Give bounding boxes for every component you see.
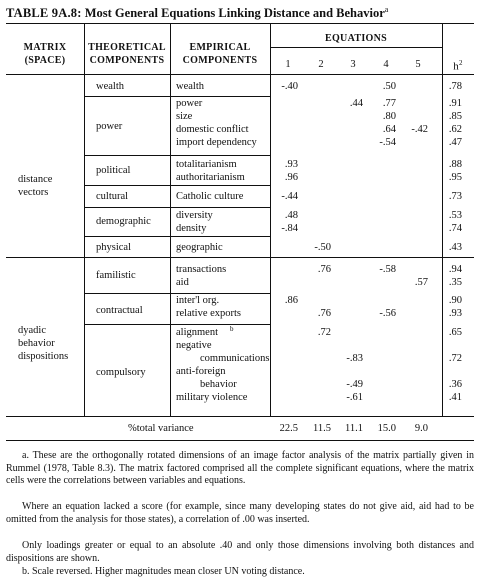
empirical-component: wealth xyxy=(176,81,204,92)
loading-eq-3: -.49 xyxy=(346,379,363,390)
loading-eq-1: .86 xyxy=(284,295,298,306)
empirical-component: negative xyxy=(176,340,212,351)
empirical-component: alignment xyxy=(176,327,218,338)
communality-h2: .43 xyxy=(448,242,462,253)
note-a: a. These are the orthogonally rotated dimensions of an image factor analysis of the matrix partially given in Rummel (1978, Table 8.3). The matrix factored comprised all the complete significant equations, where the matrix cells were the correlations between variables and equations. xyxy=(6,450,474,487)
empirical-component: relative exports xyxy=(176,308,242,319)
total-eq-3: 11.1 xyxy=(345,423,363,434)
communality-h2: .88 xyxy=(448,159,462,170)
section-rule xyxy=(6,257,474,258)
theo-familistic: familistic xyxy=(96,270,136,281)
communality-h2: .73 xyxy=(448,191,462,202)
total-eq-4: 15.0 xyxy=(377,423,396,434)
communality-h2: .95 xyxy=(448,172,462,183)
loading-eq-2: -.50 xyxy=(314,242,331,253)
loading-eq-4: .64 xyxy=(382,124,396,135)
header-rule xyxy=(6,74,474,75)
communality-h2: .41 xyxy=(448,392,462,403)
loading-eq-5: .57 xyxy=(414,277,428,288)
theo-wealth: wealth xyxy=(96,81,124,92)
header-h2-letter: h xyxy=(453,60,459,73)
empirical-component: totalitarianism xyxy=(176,159,237,170)
communality-h2: .35 xyxy=(448,277,462,288)
communality-h2: .85 xyxy=(448,111,462,122)
empirical-component: geographic xyxy=(176,242,223,253)
header-theoretical: THEORETICAL xyxy=(88,42,166,53)
header-eq-1: 1 xyxy=(285,59,291,70)
footnote-mark-wrap xyxy=(230,323,234,340)
top-rule xyxy=(6,23,474,24)
communality-h2: .91 xyxy=(448,98,462,109)
empirical-component: power xyxy=(176,98,203,109)
space-dispositions: dispositions xyxy=(18,351,69,362)
header-theoretical-components: COMPONENTS xyxy=(89,55,165,66)
header-empirical: EMPIRICAL xyxy=(189,42,251,53)
communality-h2: .93 xyxy=(448,308,462,319)
title-footnote-mark: a xyxy=(384,5,389,14)
loading-eq-4: -.58 xyxy=(379,264,396,275)
empirical-component: import dependency xyxy=(176,137,257,148)
table-label: TABLE 9A.8: xyxy=(6,6,82,21)
loading-eq-1: -.40 xyxy=(281,81,298,92)
loading-eq-4: .77 xyxy=(382,98,396,109)
empirical-component: density xyxy=(176,223,207,234)
empirical-component: aid xyxy=(176,277,189,288)
bottom-rule xyxy=(6,440,474,441)
theo-demographic: demographic xyxy=(96,216,151,227)
empirical-component: transactions xyxy=(176,264,227,275)
table-title-text: Most General Equations Linking Distance and Behavior xyxy=(84,6,385,21)
header-eq-2: 2 xyxy=(318,59,324,70)
loading-eq-2: .76 xyxy=(317,264,331,275)
cell-rule xyxy=(84,185,270,186)
empirical-component: diversity xyxy=(176,210,213,221)
note-a-missing: Where an equation lacked a score (for example, since many developing states do not give aid, aid had to be omitted from the analysis for those states), a correlation of .00 was inserted. xyxy=(6,501,474,525)
empirical-component: behavior xyxy=(200,379,237,390)
cell-rule xyxy=(84,155,270,156)
header-h2-sup: 2 xyxy=(459,59,463,67)
cell-rule xyxy=(84,324,270,325)
note-b: b. Scale reversed. Higher magnitudes mean closer UN voting distance. xyxy=(22,566,305,577)
space-dyadic: dyadic xyxy=(18,325,46,336)
empirical-component: domestic conflict xyxy=(176,124,249,135)
communality-h2: .74 xyxy=(448,223,462,234)
table-title xyxy=(6,5,388,21)
total-rule xyxy=(6,416,474,417)
footnote-mark: b xyxy=(230,325,234,333)
empirical-component: military violence xyxy=(176,392,248,403)
col-rule xyxy=(170,23,171,416)
total-eq-5: 9.0 xyxy=(414,423,428,434)
cell-rule xyxy=(84,236,270,237)
loading-eq-3: .44 xyxy=(349,98,363,109)
total-variance-label: %total variance xyxy=(128,423,194,434)
theo-physical: physical xyxy=(96,242,131,253)
header-empirical-components: COMPONENTS xyxy=(182,55,258,66)
total-eq-1: 22.5 xyxy=(279,423,298,434)
col-rule xyxy=(84,23,85,416)
communality-h2: .72 xyxy=(448,353,462,364)
header-matrix: MATRIX xyxy=(23,42,67,53)
header-eq-3: 3 xyxy=(350,59,356,70)
loading-eq-3: -.83 xyxy=(346,353,363,364)
space-vectors: vectors xyxy=(18,187,49,198)
space-behavior: behavior xyxy=(18,338,55,349)
communality-h2: .78 xyxy=(448,81,462,92)
loading-eq-1: .48 xyxy=(284,210,298,221)
header-eq-5: 5 xyxy=(415,59,421,70)
total-eq-2: 11.5 xyxy=(313,423,331,434)
empirical-component: size xyxy=(176,111,193,122)
header-eq-4: 4 xyxy=(383,59,389,70)
theo-contractual: contractual xyxy=(96,305,143,316)
header-equations: EQUATIONS xyxy=(325,33,387,44)
communality-h2: .65 xyxy=(448,327,462,338)
loading-eq-5: -.42 xyxy=(411,124,428,135)
loading-eq-4: -.56 xyxy=(379,308,396,319)
loading-eq-4: -.54 xyxy=(379,137,396,148)
empirical-component: Catholic culture xyxy=(176,191,244,202)
empirical-component: anti-foreign xyxy=(176,366,226,377)
communality-h2: .62 xyxy=(448,124,462,135)
communality-h2: .53 xyxy=(448,210,462,221)
cell-rule xyxy=(84,207,270,208)
loading-eq-2: .76 xyxy=(317,308,331,319)
loading-eq-1: .93 xyxy=(284,159,298,170)
space-distance: distance xyxy=(18,174,53,185)
communality-h2: .90 xyxy=(448,295,462,306)
loading-eq-1: -.84 xyxy=(281,223,298,234)
communality-h2: .47 xyxy=(448,137,462,148)
loading-eq-1: -.44 xyxy=(281,191,298,202)
empirical-component: authoritarianism xyxy=(176,172,245,183)
header-h2 xyxy=(442,57,474,74)
loading-eq-4: .50 xyxy=(382,81,396,92)
theo-political: political xyxy=(96,165,131,176)
theo-compulsory: compulsory xyxy=(96,367,146,378)
loading-eq-4: .80 xyxy=(382,111,396,122)
communality-h2: .94 xyxy=(448,264,462,275)
loading-eq-3: -.61 xyxy=(346,392,363,403)
loading-eq-2: .72 xyxy=(317,327,331,338)
theo-cultural: cultural xyxy=(96,191,129,202)
theo-power: power xyxy=(96,121,123,132)
empirical-component: communications xyxy=(200,353,270,364)
loading-eq-1: .96 xyxy=(284,172,298,183)
header-space: (SPACE) xyxy=(24,55,66,66)
equations-underline xyxy=(270,47,442,48)
communality-h2: .36 xyxy=(448,379,462,390)
note-a-loadings: Only loadings greater or equal to an absolute .40 and only those dimensions involving both distances and dispositions are shown. xyxy=(6,540,474,564)
empirical-component: inter'l org. xyxy=(176,295,220,306)
